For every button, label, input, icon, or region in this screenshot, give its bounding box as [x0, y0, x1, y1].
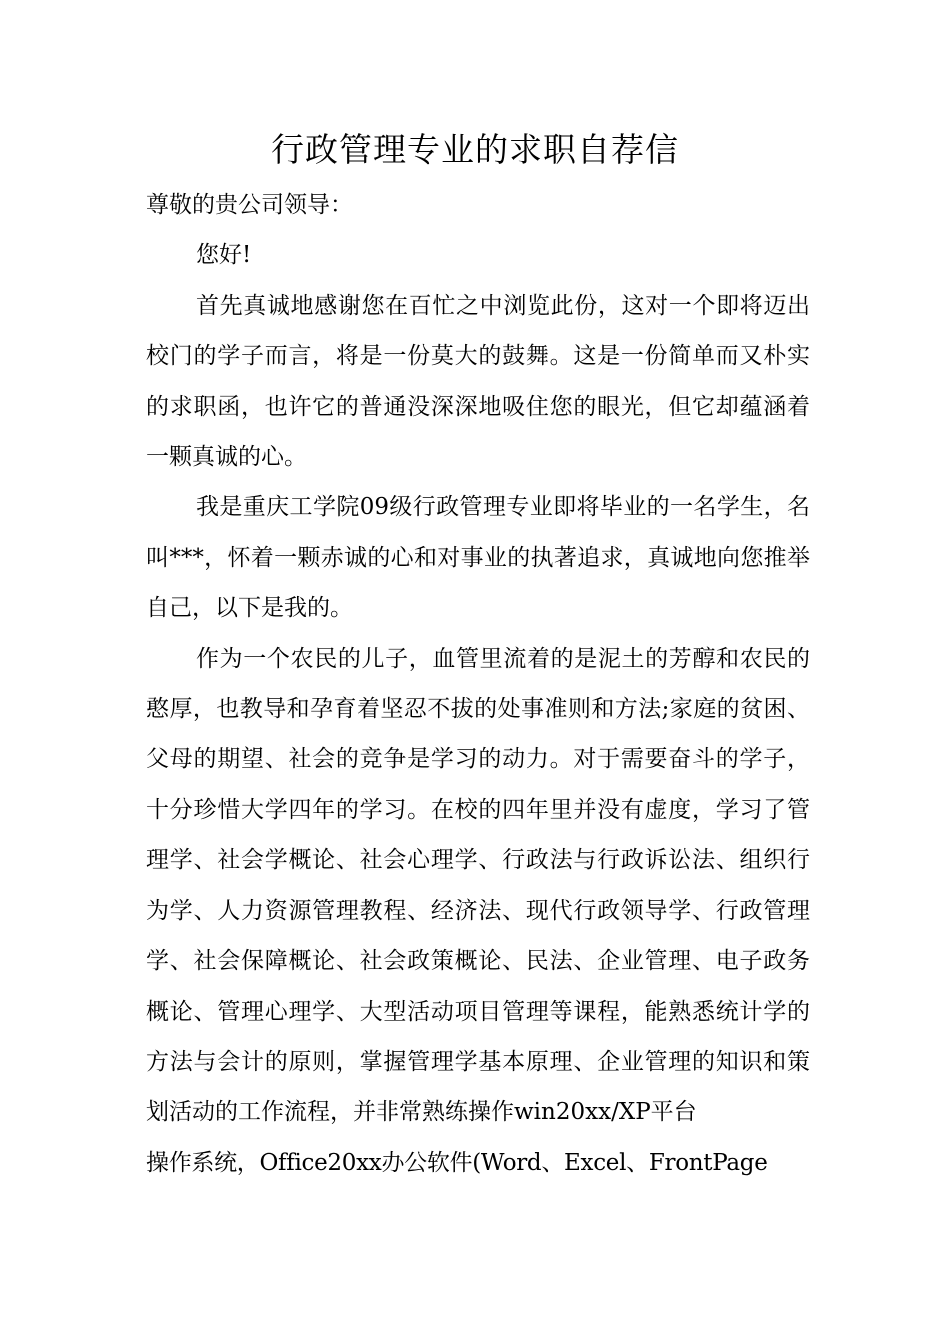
paragraph-1: 首先真诚地感谢您在百忙之中浏览此份，这对一个即将迈出校门的学子而言，将是一份莫大的鼓舞。这是一份简单而又朴实的求职函，也许它的普通没深深地吸住您的眼光，但它却蕴涵着一颗真诚的心。	[146, 292, 810, 471]
salutation: 尊敬的贵公司领导：	[146, 192, 353, 218]
document-title: 行政管理专业的求职自荐信	[271, 130, 679, 169]
letter-body	[146, 180, 810, 1188]
greeting: 您好!	[196, 242, 252, 269]
paragraph-3: 作为一个农民的儿子，血管里流着的是泥土的芳醇和农民的憨厚，也教导和孕育着坚忍不拔的处事准则和方法;家庭的贫困、父母的期望、社会的竞争是学习的动力。对于需要奋斗的学子，十分珍惜大学四年的学习。在校的四年里并没有虚度，学习了管理学、社会学概论、社会心理学、行政法与行政诉讼法、组织行为学、人力资源管理教程、经济法、现代行政领导学、行政管理学、社会保障概论、社会政策概论、民法、企业管理、电子政务概论、管理心理学、大型活动项目管理等课程，能熟悉统计学的方法与会计的原则，掌握管理学基本原理、企业管理的知识和策划活动的工作流程，并非常熟练操作win20xx/XP平台	[146, 645, 810, 1126]
paragraph-2: 我是重庆工学院09级行政管理专业即将毕业的一名学生，名叫***，怀着一颗赤诚的心和对事业的执著追求，真诚地向您推举自己，以下是我的。	[146, 494, 810, 622]
paragraph-3-last-line: 操作系统，Office20xx办公软件(Word、Excel、FrontPage	[146, 1149, 768, 1176]
